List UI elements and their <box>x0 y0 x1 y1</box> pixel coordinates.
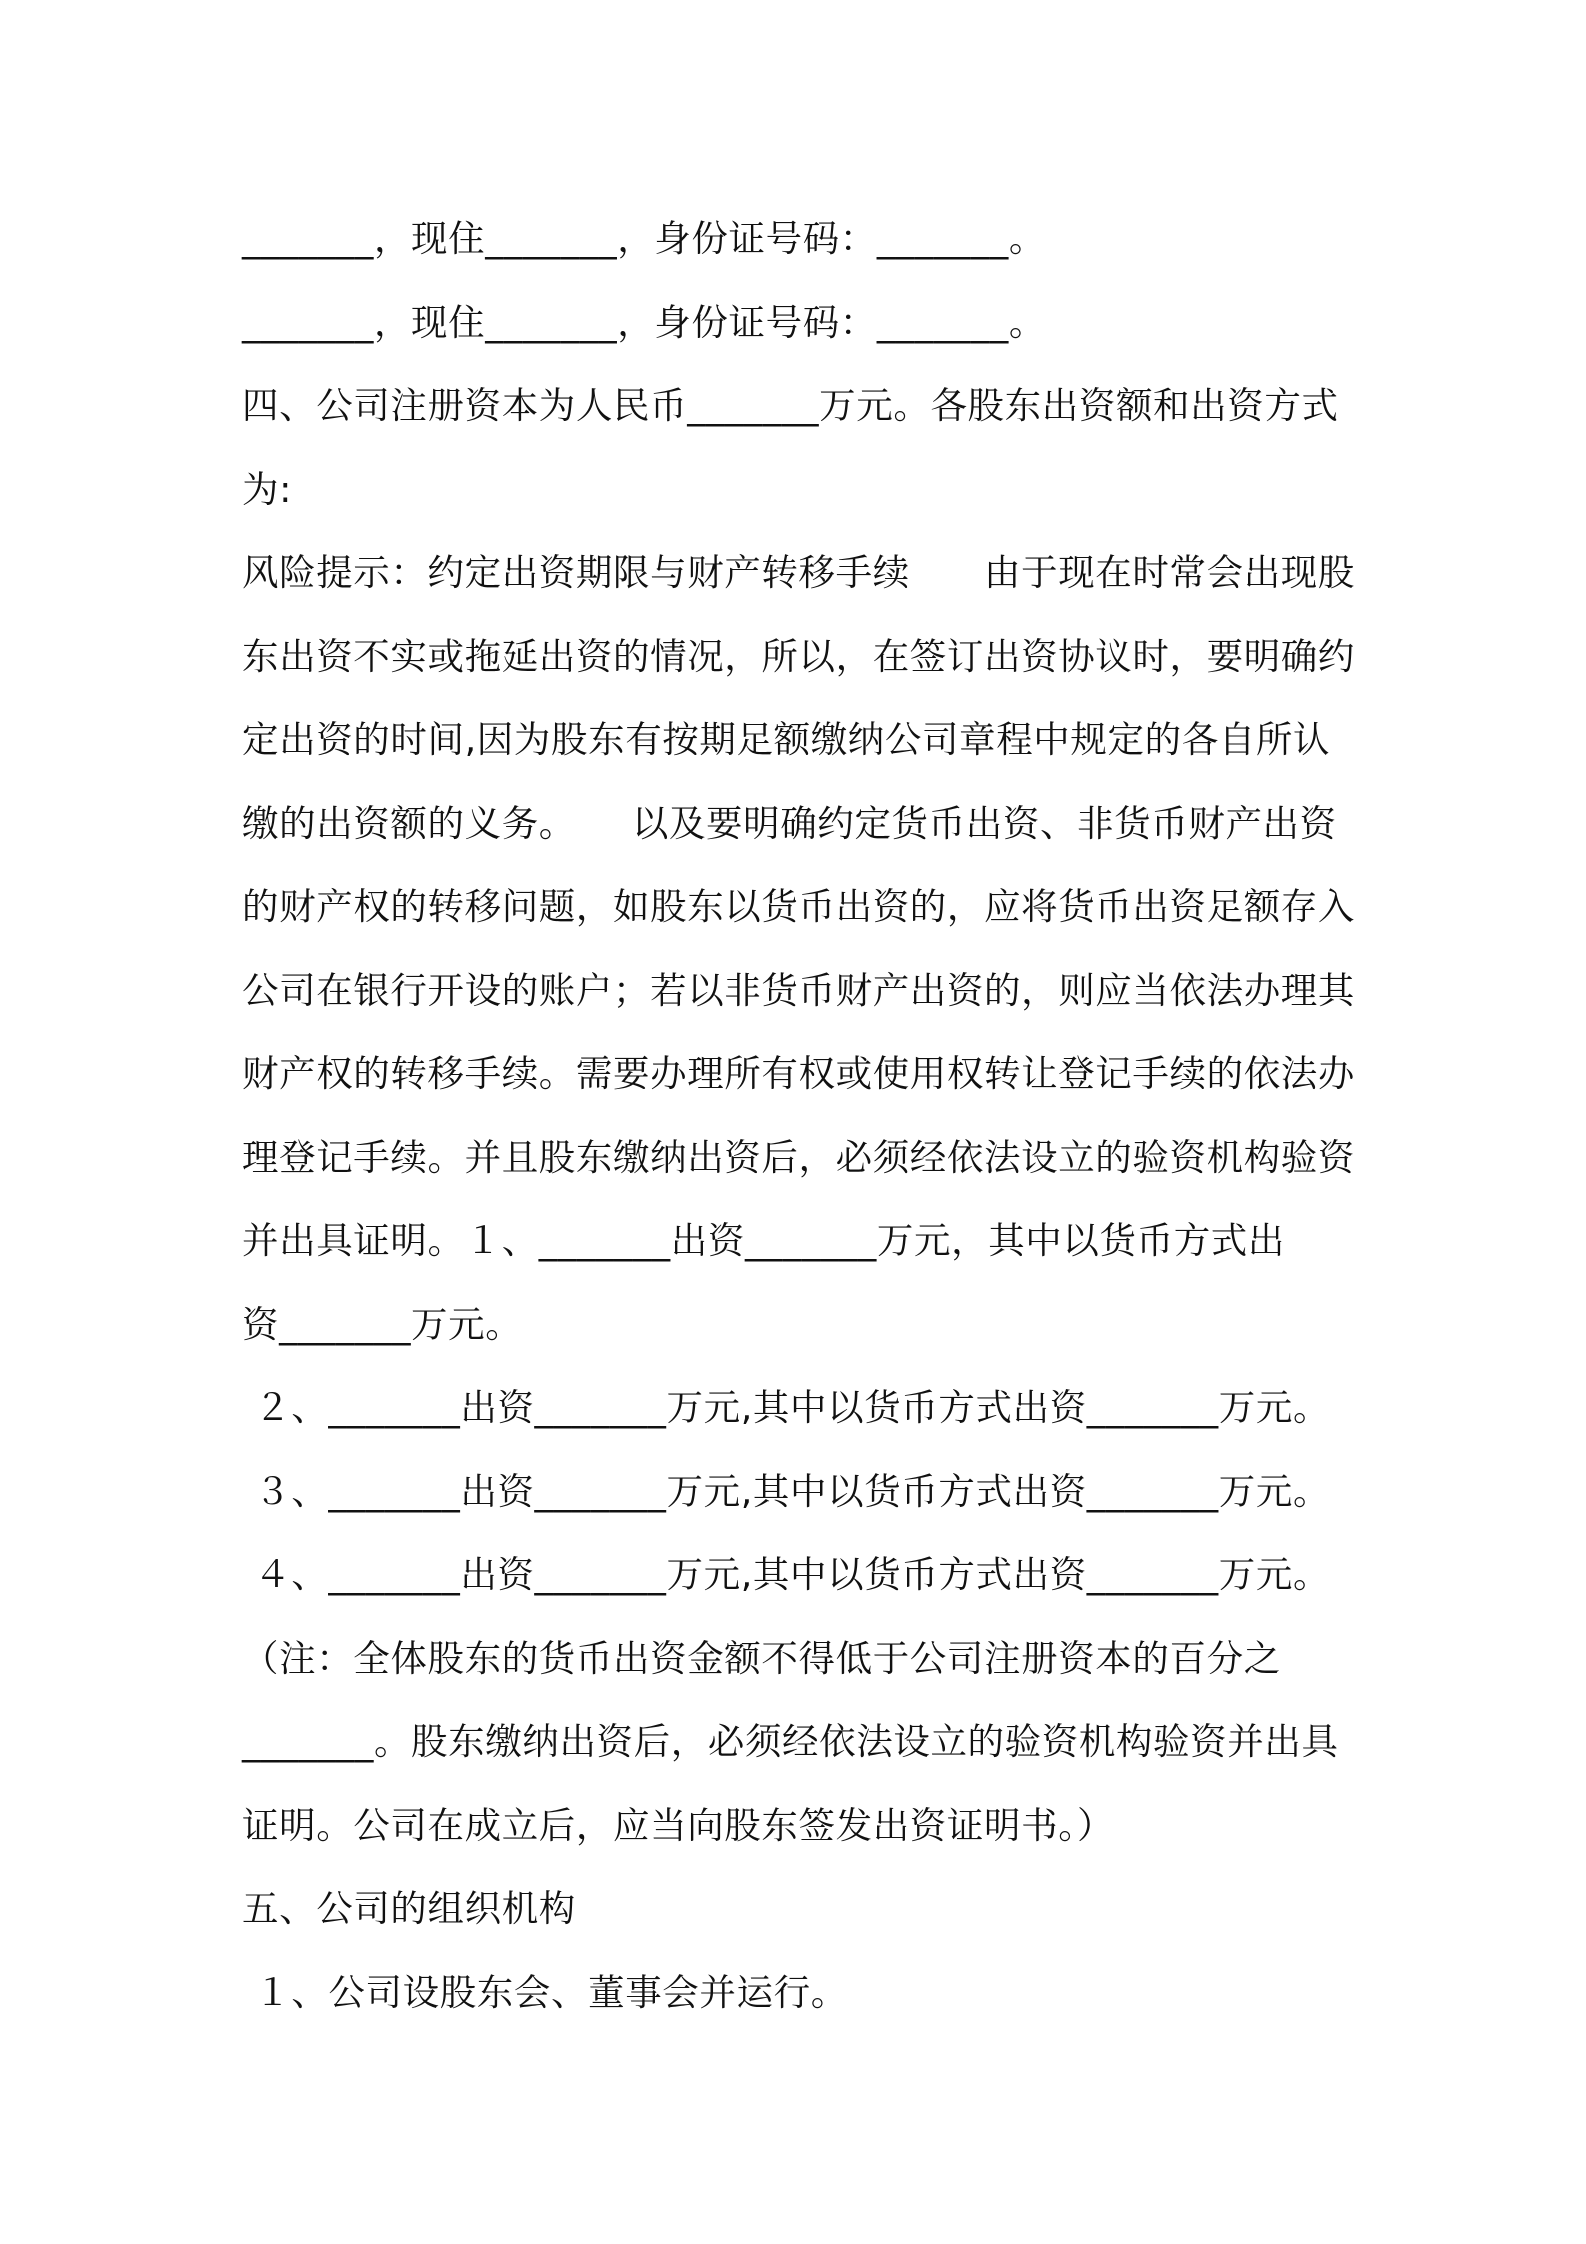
text-line: １、公司设股东会、董事会并运行。 <box>242 1970 848 2014</box>
text-line: ３、_______出资_______万元,其中以货币方式出资_______万元。 <box>242 1469 1331 1513</box>
text-line: 缴的出资额的义务。 以及要明确约定货币出资、非货币财产出资 <box>242 801 1337 845</box>
text-line: 财产权的转移手续。需要办理所有权或使用权转让登记手续的依法办 <box>242 1052 1355 1095</box>
text-line: _______，现住_______，身份证号码：_______。 <box>242 217 1046 260</box>
text-line: ２、_______出资_______万元,其中以货币方式出资_______万元。 <box>242 1386 1331 1429</box>
text-line: _______。股东缴纳出资后，必须经依法设立的验资机构验资并出具 <box>242 1720 1339 1763</box>
text-line: 定出资的时间,因为股东有按期足额缴纳公司章程中规定的各自所认 <box>242 718 1331 761</box>
text-line: 风险提示：约定出资期限与财产转移手续 由于现在时常会出现股 <box>242 551 1355 594</box>
text-line: 为: <box>242 467 292 511</box>
text-line: 并出具证明。１、_______出资_______万元，其中以货币方式出 <box>242 1219 1285 1262</box>
text-line: （注：全体股东的货币出资金额不得低于公司注册资本的百分之 <box>242 1636 1281 1680</box>
text-line: 的财产权的转移问题，如股东以货币出资的，应将货币出资足额存入 <box>242 885 1355 928</box>
text-line: _______，现住_______，身份证号码：_______。 <box>242 300 1046 344</box>
text-line: 东出资不实或拖延出资的情况，所以，在签订出资协议时，要明确约 <box>242 634 1355 678</box>
text-line: 资_______万元。 <box>242 1302 523 1346</box>
text-line: 证明。公司在成立后，应当向股东签发出资证明书。） <box>242 1803 1115 1847</box>
document-body <box>242 197 1362 2034</box>
text-line: 公司在银行开设的账户；若以非货币财产出资的，则应当依法办理其 <box>242 968 1355 1012</box>
text-line: 五、公司的组织机构 <box>242 1887 576 1930</box>
text-line: ４、_______出资_______万元,其中以货币方式出资_______万元。 <box>242 1553 1331 1596</box>
text-line: 理登记手续。并且股东缴纳出资后，必须经依法设立的验资机构验资 <box>242 1135 1355 1179</box>
text-line: 四、公司注册资本为人民币_______万元。各股东出资额和出资方式 <box>242 384 1339 427</box>
